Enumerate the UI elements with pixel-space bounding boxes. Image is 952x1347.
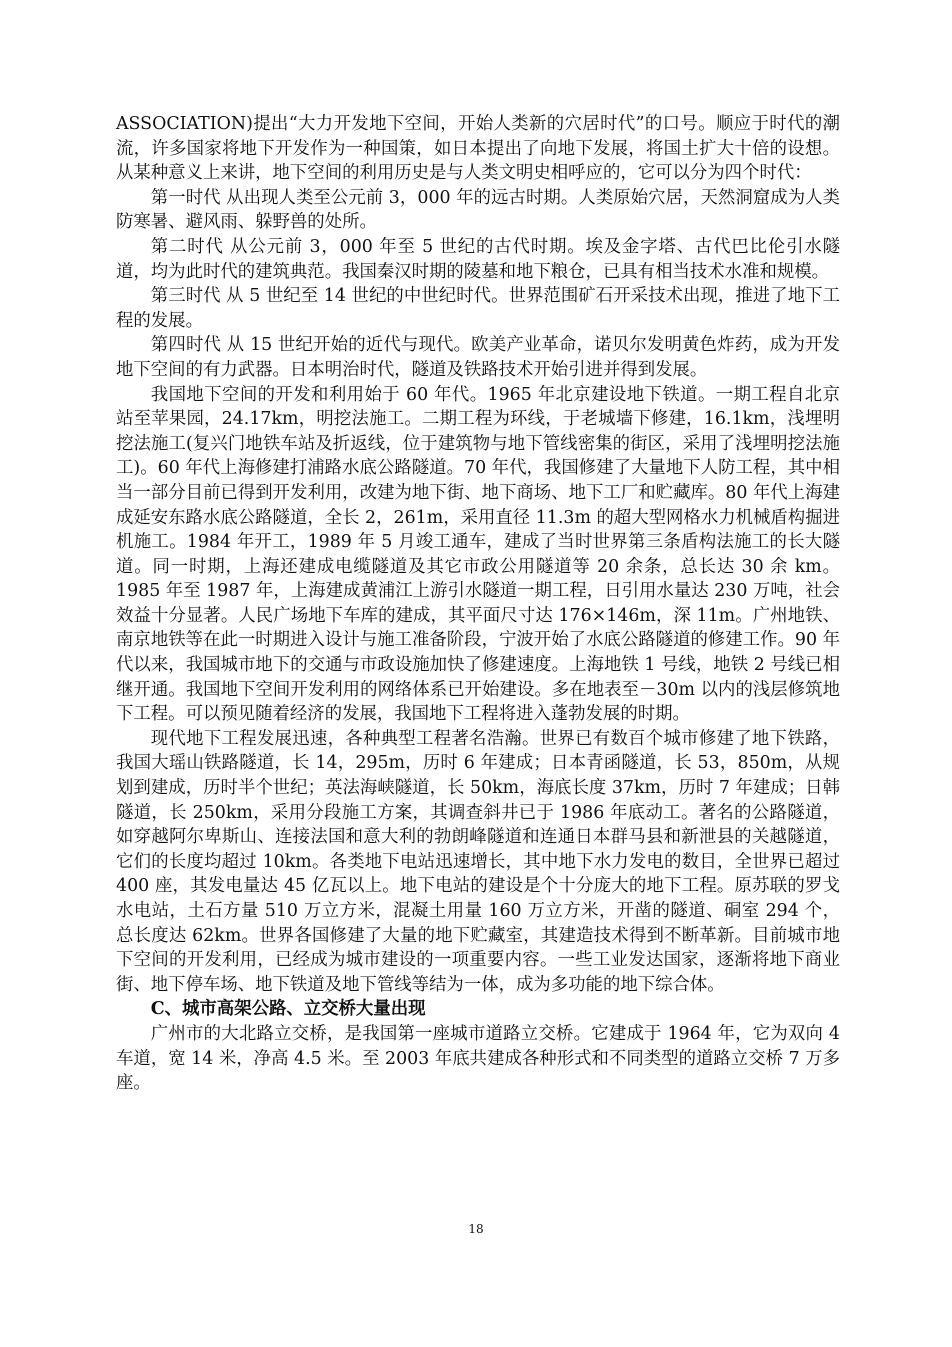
paragraph-third-era: 第三时代 从 5 世纪至 14 世纪的中世纪时代。世界范围矿石开采技术出现，推进了地下工程的发展。 — [116, 286, 840, 331]
body-text — [116, 112, 840, 1096]
page-number: 18 — [468, 1222, 484, 1236]
paragraph-first-era: 第一时代 从出现人类至公元前 3，000 年的远古时期。人类原始穴居，天然洞窟成为人类防寒暑、避风雨、躲野兽的处所。 — [116, 187, 840, 233]
paragraph-continuation: ASSOCIATION)提出“大力开发地下空间，开始人类新的穴居时代”的口号。顺应于时代的潮流，许多国家将地下开发作为一种国策，如日本提出了向地下发展，将国土扩大十倍的设想。从某种意义上来讲，地下空间的利用历史是与人类文明史相呼应的，它可以分为四个时代： — [116, 114, 840, 184]
section-heading: C、城市高架公路、立交桥大量出现 — [150, 999, 426, 1020]
paragraph-second-era: 第二时代 从公元前 3，000 年至 5 世纪的古代时期。埃及金字塔、古代巴比伦引水隧道，均为此时代的建筑典范。我国秦汉时期的陵墓和地下粮仓，已具有相当技术水准和规模。 — [116, 236, 840, 282]
paragraph-modern-underground: 现代地下工程发展迅速，各种典型工程著名浩瀚。世界已有数百个城市修建了地下铁路，我国大瑶山铁路隧道，长 14，295m，历时 6 年建成；日本青函隧道，长 53，850m，从规划到建成，历时半个世纪；英法海峡隧道，长 50km，海底长度 37km，历时 7 年建成；日韩隧道，长 250km，采用分段施工方案，其调查斜井已于 1986 年底动工。著名的公路隧道，如穿越阿尔卑斯山、连接法国和意大利的勃朗峰隧道和连通日本群马县和新泄县的关越隧道，它们的长度均超过 10km。各类地下电站迅速增长，其中地下水力发电的数目，全世界已超过 400 座，其发电量达 45 亿瓦以上。地下电站的建设是个十分庞大的地下工程。原苏联的罗戈水电站，土石方量 510 万立方米，混凝土用量 160 万立方米，开凿的隧道、硐室 294 个，总长度达 62km。世界各国修建了大量的地下贮藏室，其建造技术得到不断革新。目前城市地下空间的开发利用，已经成为城市建设的一项重要内容。一些工业发达国家，逐渐将地下商业街、地下停车场、地下铁道及地下管线等结为一体，成为多功能的地下综合体。 — [116, 728, 840, 995]
paragraph-china-underground: 我国地下空间的开发和利用始于 60 年代。1965 年北京建设地下铁道。一期工程自北京站至苹果园，24.17km，明挖法施工。二期工程为环线，于老城墙下修建，16.1km，浅埋明挖法施工(复兴门地铁车站及折返线，位于建筑物与地下管线密集的街区，采用了浅埋明挖法施工)。60 年代上海修建打浦路水底公路隧道。70 年代，我国修建了大量地下人防工程，其中相当一部分目前已得到开发利用，改建为地下街、地下商场、地下工厂和贮藏库。80 年代上海建成延安东路水底公路隧道，全长 2，261m，采用直径 11.3m 的超大型网格水力机械盾构掘进机施工。1984 年开工，1989 年 5 月竣工通车，建成了当时世界第三条盾构法施工的长大隧道。同一时期，上海还建成电缆隧道及其它市政公用隧道等 20 余条，总长达 30 余 km。1985 年至 1987 年，上海建成黄浦江上游引水隧道一期工程，日引用水量达 230 万吨，社会效益十分显著。人民广场地下车库的建成，其平面尺寸达 176×146m，深 11m。广州地铁、南京地铁等在此一时期进入设计与施工准备阶段，宁波开始了水底公路隧道的修建工作。90 年代以来，我国城市地下的交通与市政设施加快了修建速度。上海地铁 1 号线，地铁 2 号线已相继开通。我国地下空间开发利用的网络体系已开始建设。多在地表至－30m 以内的浅层修筑地下工程。可以预见随着经济的发展，我国地下工程将进入蓬勃发展的时期。 — [116, 384, 840, 725]
paragraph-fourth-era: 第四时代 从 15 世纪开始的近代与现代。欧美产业革命，诺贝尔发明黄色炸药，成为开发地下空间的有力武器。日本明治时代，隧道及铁路技术开始引进并得到发展。 — [116, 335, 840, 380]
paragraph-overpass: 广州市的大北路立交桥，是我国第一座城市道路立交桥。它建成于 1964 年，它为双向 4 车道，宽 14 米，净高 4.5 米。至 2003 年底共建成各种形式和不同类型的道路立交桥 7 万多座。 — [116, 1023, 840, 1094]
